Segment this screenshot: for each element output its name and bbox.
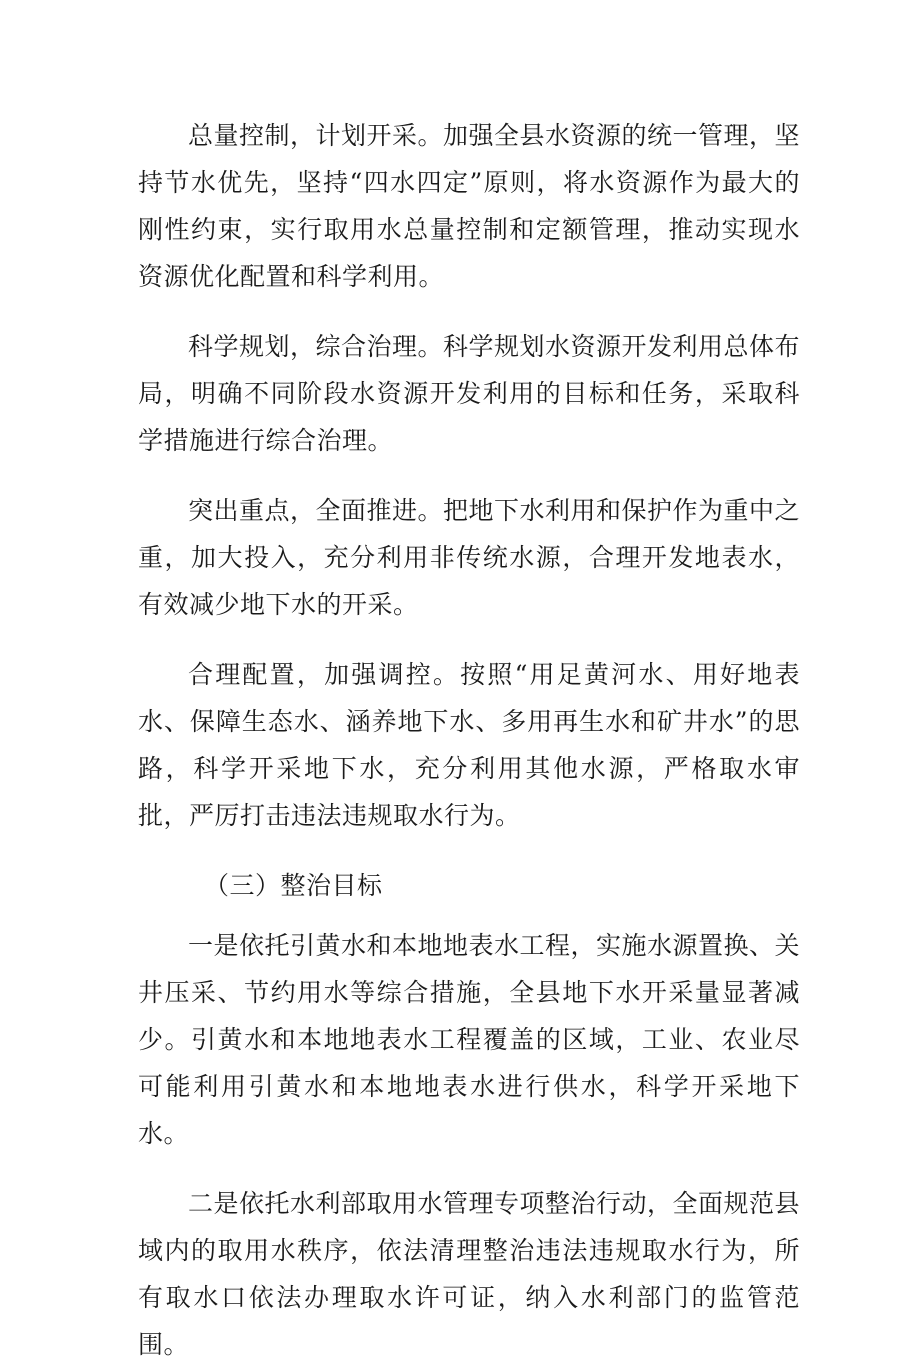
paragraph-key-focus: 突出重点，全面推进。把地下水利用和保护作为重中之重，加大投入，充分利用非传统水源，合理开发地表水，有效减少地下水的开采。 bbox=[138, 496, 801, 619]
section-heading: （三）整治目标 bbox=[204, 871, 383, 900]
paragraph-goal-one: 一是依托引黄水和本地地表水工程，实施水源置换、关井压采、节约用水等综合措施，全县地下水开采量显著减少。引黄水和本地地表水工程覆盖的区域，工业、农业尽可能利用引黄水和本地地表水进行供水，科学开采地下水。 bbox=[138, 931, 801, 1148]
paragraph-scientific-planning: 科学规划，综合治理。科学规划水资源开发利用总体布局，明确不同阶段水资源开发利用的目标和任务，采取科学措施进行综合治理。 bbox=[138, 332, 801, 455]
paragraph-goal-two: 二是依托水利部取用水管理专项整治行动，全面规范县域内的取用水秩序，依法清理整治违法违规取水行为，所有取水口依法办理取水许可证，纳入水利部门的监管范围。 bbox=[138, 1189, 801, 1359]
paragraph-total-control: 总量控制，计划开采。加强全县水资源的统一管理，坚持节水优先，坚持“四水四定”原则，将水资源作为最大的刚性约束，实行取用水总量控制和定额管理，推动实现水资源优化配置和科学利用。 bbox=[138, 121, 801, 291]
paragraph-rational-allocation: 合理配置，加强调控。按照“用足黄河水、用好地表水、保障生态水、涵养地下水、多用再生水和矿井水”的思路，科学开采地下水，充分利用其他水源，严格取水审批，严厉打击违法违规取水行为。 bbox=[138, 660, 800, 830]
